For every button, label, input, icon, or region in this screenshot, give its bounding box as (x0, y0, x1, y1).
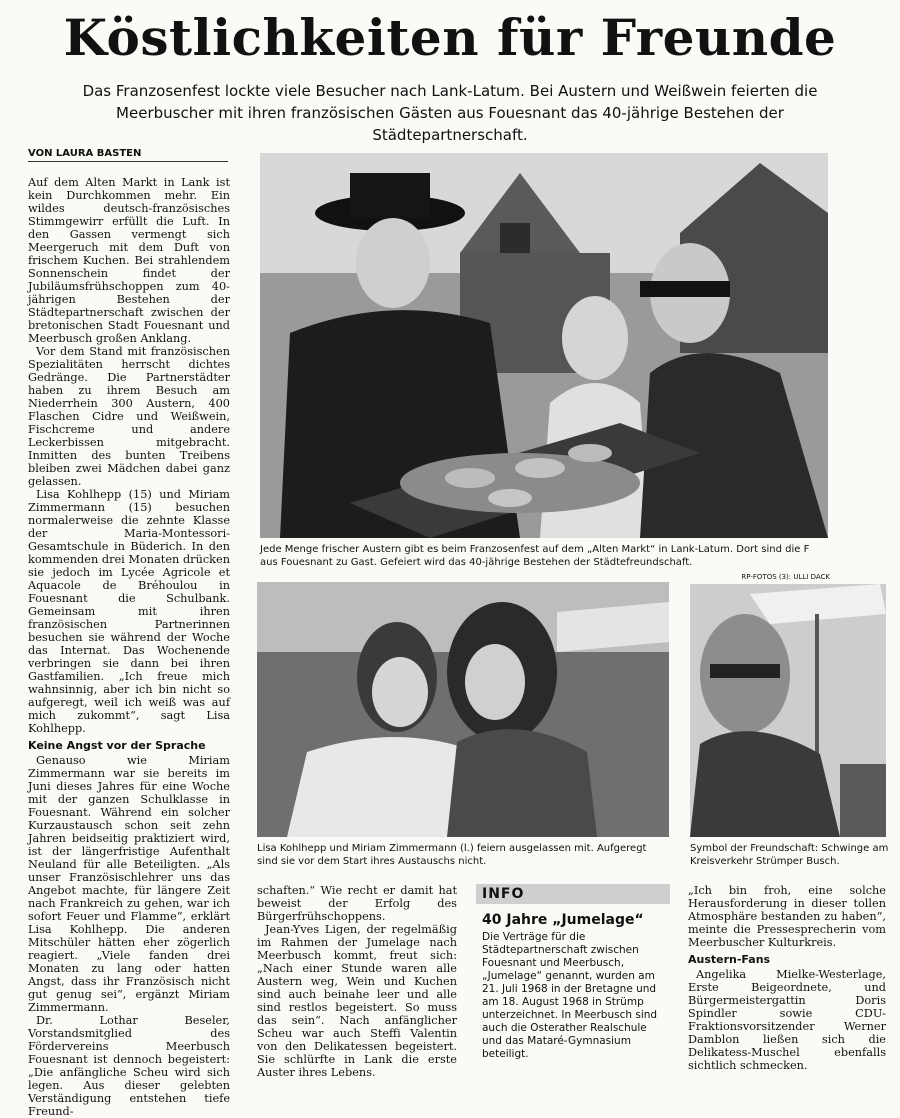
symbol-photo (690, 584, 886, 837)
author-byline: VON LAURA BASTEN (28, 148, 228, 162)
paragraph: Lisa Kohlhepp (15) und Miriam Zimmermann (15) besuchen normalerweise die zehnte Klasse der Maria-Montessori-Gesamtschule in Büderich. In den kommenden drei Monaten drücken sie jedoch im Lycée Agricole et Aquacole de Bréhoulou in Fouesnant die Schulbank. Gemeinsam mit ihren französischen Partnerinnen besuchen sie während der Woche das Internat. Das Wochenende verbringen sie dann bei ihren Gastfamilien. „Ich freue mich wahnsinnig, aber ich bin nicht so aufgeregt, weil ich weiß was auf mich zukommt“, sagt Lisa Kohlhepp. (28, 488, 230, 735)
paragraph: Jean-Yves Ligen, der regelmäßig im Rahmen der Jumelage nach Meerbusch kommt, freut sich: „Nach einer Stunde waren alle Austern weg, Wein und Kuchen sind auch beinahe leer und alle sind restlos begeistert. So muss das sein“. Nach anfänglicher Scheu war auch Steffi Valentin von den Delikatessen begeistert. Sie schlürfte in Lank die erste Auster ihres Lebens. (257, 923, 457, 1079)
info-label: INFO (476, 884, 670, 904)
girls-photo (257, 582, 669, 837)
photo-credit: RP-FOTOS (3): ULLI DACK (741, 573, 830, 581)
article-column-1 (28, 176, 230, 1118)
symbol-photo-image (690, 584, 886, 837)
article-column-2 (257, 884, 457, 1084)
subheading: Keine Angst vor der Sprache (28, 739, 206, 752)
paragraph: Vor dem Stand mit französischen Spezialitäten herrscht dichtes Gedränge. Die Partnerstädter haben zu ihrem Besuch am Niederrhein 300 Austern, 400 Flaschen Cidre und Weißwein, Fischcreme und andere Leckerbissen mitgebracht. Inmitten des bunten Treibens bleiben zwei Mädchen dabei ganz gelassen. (28, 345, 230, 488)
info-body: Die Verträge für die Städtepartnerschaft zwischen Fouesnant und Meerbusch, „Jumelage“ genannt, wurden am 21. Juli 1968 in der Bretagne und am 18. August 1968 in Strümp unterzeichnet. In Meerbusch sind auch die Osterather Realschule und das Mataré-Gymnasium beteiligt. (482, 931, 658, 1060)
paragraph: Auf dem Alten Markt in Lank ist kein Durchkommen mehr. Ein wildes deutsch-französisches Stimmgewirr erfüllt die Luft. In den Gassen vermengt sich Meergeruch mit dem Duft von frischem Kuchen. Bei strahlendem Sonnenschein findet der Jubiläumsfrühschoppen zum 40-jährigen Bestehen der Städtepartnerschaft zwischen der bretonischen Stadt Fouesnant und Meerbusch großen Anklang. (28, 176, 230, 345)
headline: Köstlichkeiten für Freunde (63, 8, 837, 67)
symbol-photo-caption: Symbol der Freundschaft: Schwinge am Kreisverkehr Strümper Busch. (690, 843, 889, 867)
main-photo-caption: Jede Menge frischer Austern gibt es beim Franzosenfest auf dem „Alten Markt“ in Lank-Latum. Dort sind die F aus Fouesnant zu Gast. Gefeiert wird das 40-jährige Bestehen der Städtefreundschaft. (260, 544, 810, 568)
main-photo (260, 153, 828, 538)
main-photo-image (260, 153, 828, 538)
paragraph: Dr. Lothar Beseler, Vorstandsmitglied des Fördervereins Meerbusch Fouesnant ist dennoch begeistert: „Die anfängliche Scheu wird sich legen. Aus dieser gelebten Verständigung entstehen tiefe Freund- (28, 1014, 230, 1118)
girls-photo-image (257, 582, 669, 837)
subheading: Austern-Fans (688, 953, 771, 966)
info-box (476, 884, 670, 1084)
paragraph: Angelika Mielke-Westerlage, Erste Beigeordnete, und Bürgermeistergattin Doris Spindler sowie CDU-Fraktionsvorsitzender Werner Damblon ließen sich die Delikatess-Muschel ebenfalls sichtlich schmecken. (688, 968, 886, 1072)
info-title: 40 Jahre „Jumelage“ (482, 912, 644, 928)
subline: Das Franzosenfest lockte viele Besucher nach Lank-Latum. Bei Austern und Weißwein feierten die Meerbuscher mit ihren französischen Gästen aus Fouesnant das 40-jährige Bestehen der Städtepartnerschaft. (82, 82, 818, 144)
article-column-4 (688, 884, 886, 1084)
paragraph: schaften.“ Wie recht er damit hat beweist der Erfolg des Bürgerfrühschoppens. (257, 884, 457, 923)
girls-photo-caption: Lisa Kohlhepp und Miriam Zimmermann (l.) feiern ausgelassen mit. Aufgeregt sind sie vor dem Start ihres Austauschs nicht. (257, 843, 647, 867)
paragraph: Genauso wie Miriam Zimmermann war sie bereits im Juni dieses Jahres für eine Woche mit der ganzen Schulklasse in Fouesnant. Während ein solcher Kurzaustausch schon seit zehn Jahren beidseitig praktiziert wird, ist der längerfristige Aufenthalt Neuland für alle Beteiligten. „Als unser Französischlehrer uns das Angebot machte, für längere Zeit nach Frankreich zu gehen, war ich sofort Feuer und Flamme“, erklärt Lisa Kohlhepp. Die anderen Mitschüler hätten eher zögerlich reagiert. „Viele fanden drei Monaten zu lang oder hatten Angst, dass ihr Französisch nicht gut genug sei“, ergänzt Miriam Zimmermann. (28, 754, 230, 1014)
paragraph: „Ich bin froh, eine solche Herausforderung in dieser tollen Atmosphäre bestanden zu haben“, meinte die Pressesprecherin vom Meerbuscher Kulturkreis. (688, 884, 886, 949)
